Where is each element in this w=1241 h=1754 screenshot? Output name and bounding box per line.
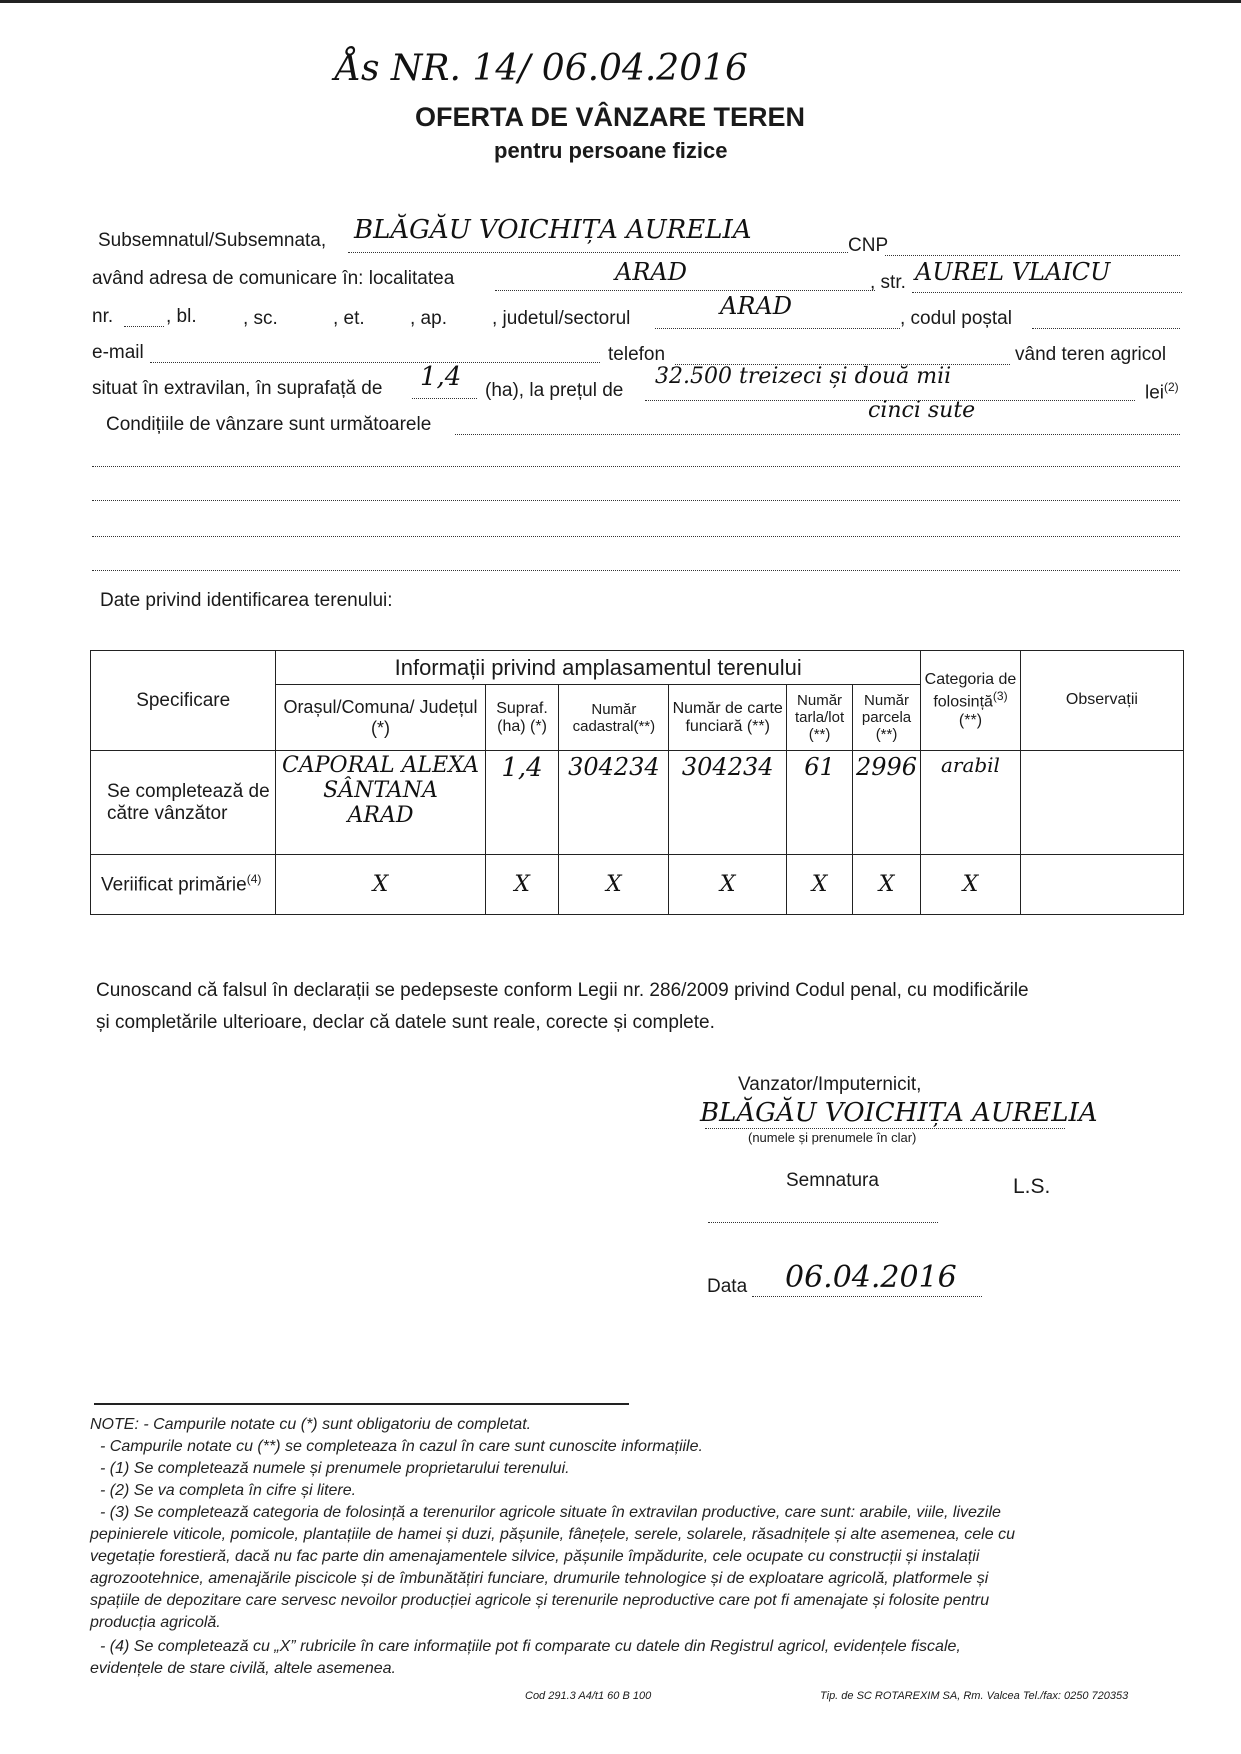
locality-value: ARAD: [615, 258, 687, 286]
header-supraf: Supraf. (ha) (*): [485, 685, 559, 751]
header-observatii: Observații: [1020, 651, 1183, 751]
et-label: , et.: [333, 308, 365, 329]
top-border: [0, 0, 1241, 3]
seller-label: Subsemnatul/Subsemnata,: [98, 230, 327, 251]
header-tarla: Număr tarla/lot (**): [787, 685, 853, 751]
surface-value: 1,4: [420, 362, 462, 392]
street-value: AUREL VLAICU: [915, 258, 1111, 286]
conditions-line-4: [92, 570, 1180, 571]
note-1: - Campurile notate cu (**) se completeaza în cazul în care sunt cunoscite informațiile.: [100, 1438, 703, 1455]
county-label: , judetul/sectorul: [492, 308, 631, 329]
note-5a: - (4) Se completează cu „X” rubricile în care informațiile pot fi comparate cu datele din Registrul agricol, evidențele fiscale,: [100, 1638, 961, 1655]
note-4f: producția agricolă.: [90, 1614, 221, 1631]
ls-label: L.S.: [1013, 1175, 1051, 1198]
land-identification-label: Date privind identificarea terenului:: [100, 590, 393, 611]
header-specificare: Specificare: [91, 651, 276, 751]
surface-label: situat în extravilan, în suprafață de: [92, 378, 383, 399]
registration-number: Ås NR. 14/ 06.04.2016: [335, 48, 748, 89]
cell-tarla: 61: [787, 751, 853, 855]
note-4b: pepinierele viticole, pomicole, plantațiile de hamei și duzi, pășunile, fânețele, serele, solarele, răsadnițele și alte asemenea, cele cu: [90, 1526, 1015, 1543]
verified-supraf: X: [485, 855, 559, 915]
row-verified-label: Veriificat primărie$^{(4)}$: [91, 855, 276, 915]
note-0: NOTE: - Campurile notate cu (*) sunt obligatoriu de completat.: [90, 1416, 532, 1433]
header-carte-funciara: Număr de carte funciară (**): [669, 685, 787, 751]
date-label: Data: [707, 1276, 748, 1297]
ap-label: , ap.: [410, 308, 447, 329]
seller-signature-label: Vanzator/Imputernicit,: [738, 1074, 922, 1095]
conditions-line-1: [92, 466, 1180, 467]
sc-label: , sc.: [243, 308, 278, 329]
address-label: având adresa de comunicare în: localitatea: [92, 268, 455, 289]
verified-parcela: X: [852, 855, 920, 915]
land-table: [90, 650, 1184, 915]
verified-carte-funciara: X: [669, 855, 787, 915]
cell-categoria: arabil: [921, 751, 1021, 855]
cell-supraf: 1,4: [485, 751, 559, 855]
print-code: Cod 291.3 A4/t1 60 B 100: [525, 1690, 652, 1702]
price-value-continued: cinci sute: [868, 398, 976, 423]
header-cadastral: Număr cadastral(**): [559, 685, 669, 751]
note-5b: evidențele de stare civilă, altele asemenea.: [90, 1660, 396, 1677]
price-value: 32.500 treizeci și două mii: [655, 364, 952, 389]
declaration-line-1: Cunoscand că falsul în declarații se pedepseste conform Legii nr. 286/2009 privind Codul penal, cu modificările: [96, 980, 1029, 1001]
note-4a: - (3) Se completează categoria de folosință a terenurilor agricole situate în extravilan productive, care sunt: arabile, viile, livezile: [100, 1504, 1001, 1521]
verified-cadastral: X: [559, 855, 669, 915]
verified-categoria: X: [921, 855, 1021, 915]
seller-name: BLĂGĂU VOICHIȚA AURELIA: [354, 215, 752, 245]
document-subtitle: pentru persoane fizice: [494, 138, 728, 163]
seller-signature-name: BLĂGĂU VOICHIȚA AURELIA: [700, 1098, 1098, 1128]
printer-info: Tip. de SC ROTAREXIM SA, Rm. Valcea Tel./fax: 0250 720353: [820, 1690, 1129, 1702]
sells-land-label: vând teren agricol: [1015, 344, 1167, 365]
verified-tarla: X: [787, 855, 853, 915]
cell-observatii: [1020, 751, 1183, 855]
row-seller-label: Se completează de către vânzător: [91, 751, 276, 855]
email-label: e-mail: [92, 342, 144, 363]
bl-label: , bl.: [166, 306, 197, 327]
cell-parcela: 2996: [852, 751, 920, 855]
conditions-line-3: [92, 536, 1180, 537]
conditions-label: Condițiile de vânzare sunt următoarele: [106, 414, 432, 435]
verified-oras: X: [276, 855, 485, 915]
lei-label: lei$^{(2)}$: [1145, 380, 1179, 404]
name-caption: (numele și prenumele în clar): [748, 1130, 917, 1145]
county-value: ARAD: [720, 292, 792, 320]
cell-carte-funciara: 304234: [669, 751, 787, 855]
notes-separator: [94, 1403, 629, 1405]
postal-code-label: , codul poștal: [900, 308, 1012, 329]
semnatura-label: Semnatura: [786, 1170, 879, 1191]
date-value: 06.04.2016: [785, 1260, 957, 1295]
cell-oras: CAPORAL ALEXA SÂNTANA ARAD: [276, 751, 485, 855]
header-location-info: Informații privind amplasamentul terenului: [276, 651, 921, 685]
note-3: - (2) Se va completa în cifre și litere.: [100, 1482, 357, 1499]
phone-label: telefon: [608, 344, 666, 365]
price-label: (ha), la prețul de: [485, 380, 624, 401]
document-title: OFERTA DE VÂNZARE TEREN: [415, 102, 806, 132]
header-parcela: Număr parcela (**): [852, 685, 920, 751]
verified-observatii: [1020, 855, 1183, 915]
cell-cadastral: 304234: [559, 751, 669, 855]
note-4c: vegetație forestieră, dacă nu fac parte din amenajamentele silvice, pășunile împădurite, cele ocupate cu construcții și instalații: [90, 1548, 980, 1565]
conditions-line-2: [92, 500, 1180, 501]
header-oras: Orașul/Comuna/ Județul (*): [276, 685, 485, 751]
declaration-line-2: și completările ulterioare, declar că datele sunt reale, corecte și complete.: [96, 1012, 715, 1033]
note-4e: spațiile de depozitare care servesc nevoilor producției agricole și terenurile neproductive care pot fi amenajate și folosite pentru: [90, 1592, 990, 1609]
nr-label: nr.: [92, 306, 114, 327]
note-4d: agrozootehnice, amenajările piscicole și de îmbunătățiri funciare, drumurile tehnologice și de exploatare agricolă, platformele și: [90, 1570, 989, 1587]
note-2: - (1) Se completează numele și prenumele proprietarului terenului.: [100, 1460, 570, 1477]
cnp-label: CNP: [848, 235, 889, 256]
header-category: Categoria de folosință$^{(3)}$ (**): [921, 651, 1021, 751]
street-label: , str.: [870, 272, 906, 293]
